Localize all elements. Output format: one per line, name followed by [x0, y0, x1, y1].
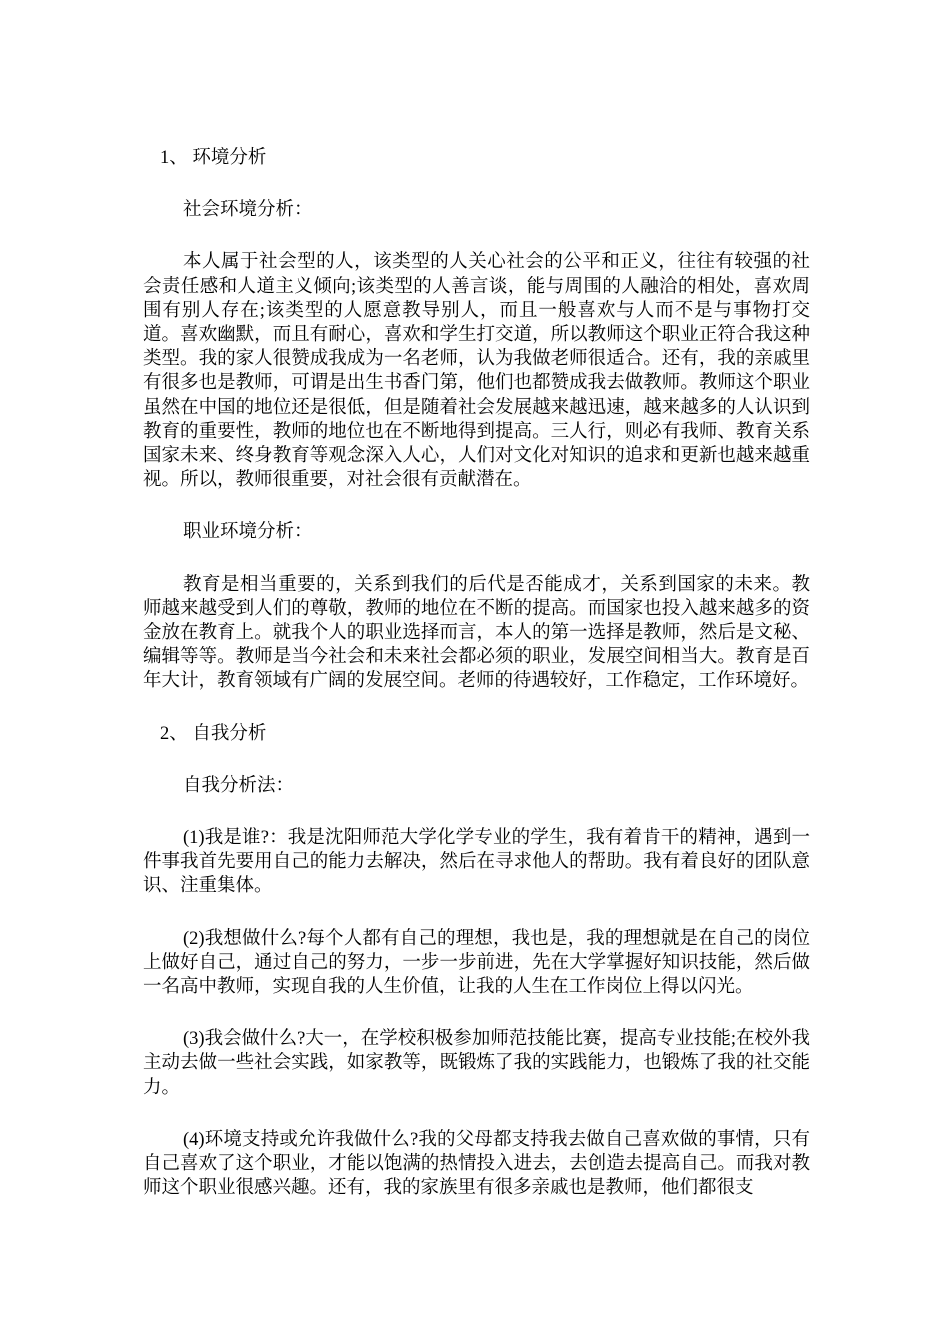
document-paragraph: (2)我想做什么?每个人都有自己的理想，我也是，我的理想就是在自己的岗位上做好自己，通过自己的努力，一步一步前进，先在大学掌握好知识技能，然后做一名高中教师，实现自我的人生价值，让我的人生在工作岗位上得以闪光。 — [143, 928, 810, 998]
document-label: 职业环境分析： — [183, 522, 313, 543]
document-label: 自我分析法： — [183, 775, 295, 796]
document-body — [143, 146, 810, 1201]
document-paragraph: (3)我会做什么?大一，在学校积极参加师范技能比赛，提高专业技能;在校外我主动去做一些社会实践，如家教等，既锻炼了我的实践能力，也锻炼了我的社交能力。 — [143, 1029, 810, 1098]
document-paragraph: 教育是相当重要的，关系到我们的后代是否能成才，关系到国家的未来。教师越来越受到人们的尊敬，教师的地位在不断的提高。而国家也投入越来越多的资金放在教育上。就我个人的职业选择而言，本人的第一选择是教师，然后是文秘、编辑等等。教师是当今社会和未来社会都必须的职业，发展空间相当大。教育是百年大计，教育领域有广阔的发展空间。老师的待遇较好，工作稳定，工作环境好。 — [143, 574, 810, 692]
document-label: 社会环境分析： — [183, 200, 313, 221]
document-paragraph: 本人属于社会型的人，该类型的人关心社会的公平和正义，往往有较强的社会责任感和人道主义倾向;该类型的人善言谈，能与周围的人融洽的相处，喜欢周围有别人存在;该类型的人愿意教导别人，而且一般喜欢与人而不是与事物打交道。喜欢幽默，而且有耐心，喜欢和学生打交道，所以教师这个职业正符合我这种类型。我的家人很赞成我成为一名老师，认为我做老师很适合。还有，我的亲戚里有很多也是教师，可谓是出生书香门第，他们也都赞成我去做教师。教师这个职业虽然在中国的地位还是很低，但是随着社会发展越来越迅速，越来越多的人认识到教育的重要性，教师的地位也在不断地得到提高。三人行，则必有我师、教育关系国家未来、终身教育等观念深入人心，人们对文化对知识的追求和更新也越来越重视。所以，教师很重要，对社会很有贡献潜在。 — [143, 252, 810, 491]
document-paragraph: (4)环境支持或允许我做什么?我的父母都支持我去做自己喜欢做的事情，只有自己喜欢了这个职业，才能以饱满的热情投入进去，去创造去提高自己。而我对教师这个职业很感兴趣。还有，我的家族里有很多亲戚也是教师，他们都很支 — [143, 1129, 810, 1199]
document-heading: 1、 环境分析 — [160, 148, 267, 168]
document-paragraph: (1)我是谁?：我是沈阳师范大学化学专业的学生，我有着肯干的精神，遇到一件事我首先要用自己的能力去解决，然后在寻求他人的帮助。我有着良好的团队意识、注重集体。 — [143, 828, 810, 897]
document-heading: 2、 自我分析 — [160, 723, 267, 744]
